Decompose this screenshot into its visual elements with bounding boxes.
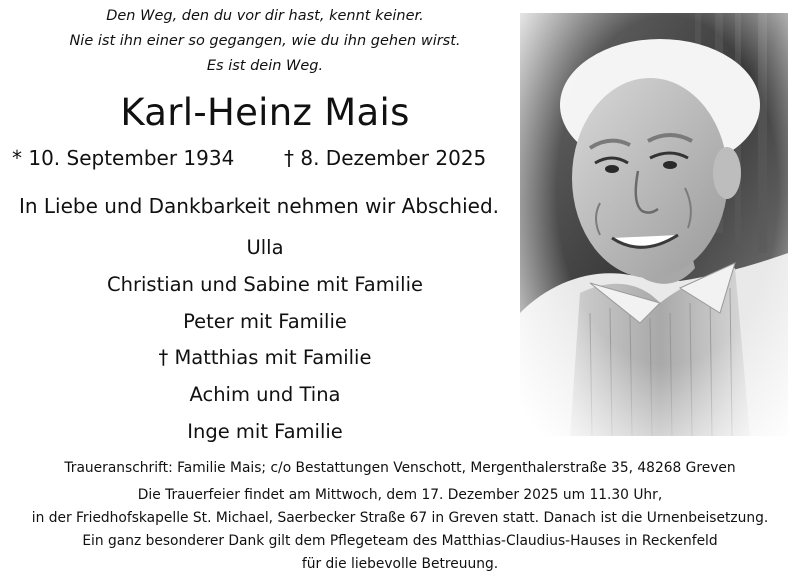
portrait-photo [520,13,788,436]
thanks-line: für die liebevolle Betreuung. [301,556,499,572]
deceased-name: Karl-Heinz Mais [120,91,410,134]
birth-date: * 10. September 1934 [12,146,235,170]
death-date: † 8. Dezember 2025 [284,146,487,170]
family-member: Christian und Sabine mit Familie [107,273,423,296]
ceremony-line: in der Friedhofskapelle St. Michael, Saerbecker Straße 67 in Greven statt. Danach ist die Urnenbeisetzung. [31,510,769,526]
poem-line: Es ist dein Weg. [206,58,324,74]
family-member: † Matthias mit Familie [158,346,372,369]
ceremony-line: Die Trauerfeier findet am Mittwoch, dem 17. Dezember 2025 um 11.30 Uhr, [137,487,663,503]
family-member: Achim und Tina [189,383,341,406]
poem-line: Nie ist ihn einer so gegangen, wie du ihn gehen wirst. [69,33,461,49]
family-member: Peter mit Familie [183,310,347,333]
poem-line: Den Weg, den du vor dir hast, kennt keiner. [106,8,424,24]
address-line: Traueranschrift: Familie Mais; c/o Bestattungen Venschott, Mergenthalerstraße 35, 48268 Greven [64,460,736,476]
farewell-text: In Liebe und Dankbarkeit nehmen wir Abschied. [18,194,500,218]
thanks-line: Ein ganz besonderer Dank gilt dem Pflegeteam des Matthias-Claudius-Hauses in Reckenfeld [82,533,718,549]
family-member: Inge mit Familie [187,420,343,443]
family-member: Ulla [246,236,284,259]
